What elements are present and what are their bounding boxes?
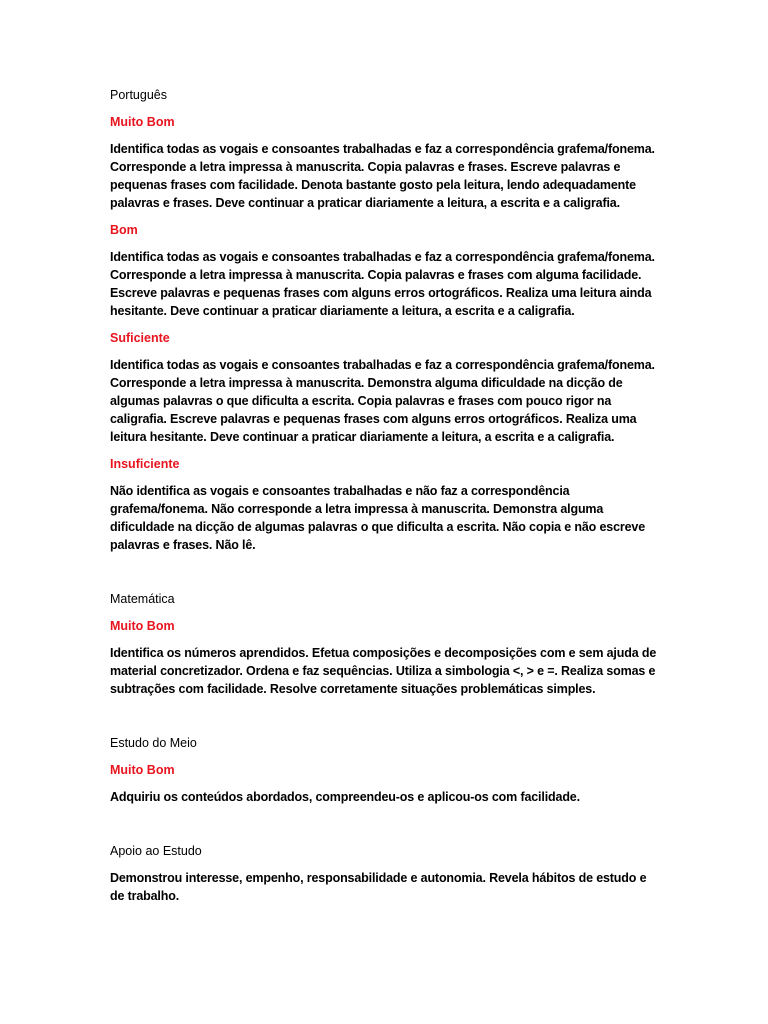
subject-title-matematica: Matemática [110,592,175,606]
grade-label-muito-bom: Muito Bom [110,115,175,129]
section-spacer [110,707,658,734]
grade-description-muito-bom: Identifica todas as vogais e consoantes trabalhadas e faz a correspondência grafema/fonema. Corresponde a letra impressa à manuscrita. Copia palavras e frases. Escreve palavras e pequenas frases com facilidade. Denota bastante gosto pela leitura, lendo adequadamente palavras e frases. Deve continuar a praticar diariamente a leitura, a escrita e a caligrafia. [110,142,655,210]
grade-label-bom: Bom [110,223,138,237]
subject-title-apoio-ao-estudo: Apoio ao Estudo [110,844,202,858]
grade-description-suficiente: Identifica todas as vogais e consoantes trabalhadas e faz a correspondência grafema/fonema. Corresponde a letra impressa à manuscrita. Demonstra alguma dificuldade na dicção de algumas palavras o que dificulta a escrita. Copia palavras e frases com pouco rigor na caligrafia. Escreve palavras e pequenas frases com alguns erros ortográficos. Realiza uma leitura hesitante. Deve continuar a praticar diariamente a leitura, a escrita e a caligrafia. [110,358,655,444]
subject-title-estudo-do-meio: Estudo do Meio [110,736,197,750]
section-matematica [110,590,658,698]
grade-description-bom: Identifica todas as vogais e consoantes trabalhadas e faz a correspondência grafema/fonema. Corresponde a letra impressa à manuscrita. Copia palavras e frases com alguma facilidade. Escreve palavras e pequenas frases com alguns erros ortográficos. Realiza uma leitura ainda hesitante. Deve continuar a praticar diariamente a leitura, a escrita e a caligrafia. [110,250,655,318]
subject-title-portugues: Português [110,88,167,102]
section-estudo-do-meio [110,734,658,806]
grade-description-insuficiente: Não identifica as vogais e consoantes trabalhadas e não faz a correspondência grafema/fonema. Não corresponde a letra impressa à manuscrita. Demonstra alguma dificuldade na dicção de algumas palavras o que dificulta a escrita. Não copia e não escreve palavras e frases. Não lê. [110,484,646,552]
grade-label-muito-bom: Muito Bom [110,619,175,633]
grade-label-muito-bom: Muito Bom [110,763,175,777]
grade-label-suficiente: Suficiente [110,331,170,345]
apoio-ao-estudo-description: Demonstrou interesse, empenho, responsabilidade e autonomia. Revela hábitos de estudo e de trabalho. [110,871,647,903]
section-spacer [110,815,658,842]
document-page [110,86,658,914]
section-spacer [110,563,658,590]
section-apoio-ao-estudo [110,842,658,905]
section-portugues [110,86,658,554]
grade-description-muito-bom: Adquiriu os conteúdos abordados, compreendeu-os e aplicou-os com facilidade. [110,790,580,804]
grade-label-insuficiente: Insuficiente [110,457,180,471]
grade-description-muito-bom: Identifica os números aprendidos. Efetua composições e decomposições com e sem ajuda de material concretizador. Ordena e faz sequências. Utiliza a simbologia <, > e =. Realiza somas e subtrações com facilidade. Resolve corretamente situações problemáticas simples. [110,646,657,696]
